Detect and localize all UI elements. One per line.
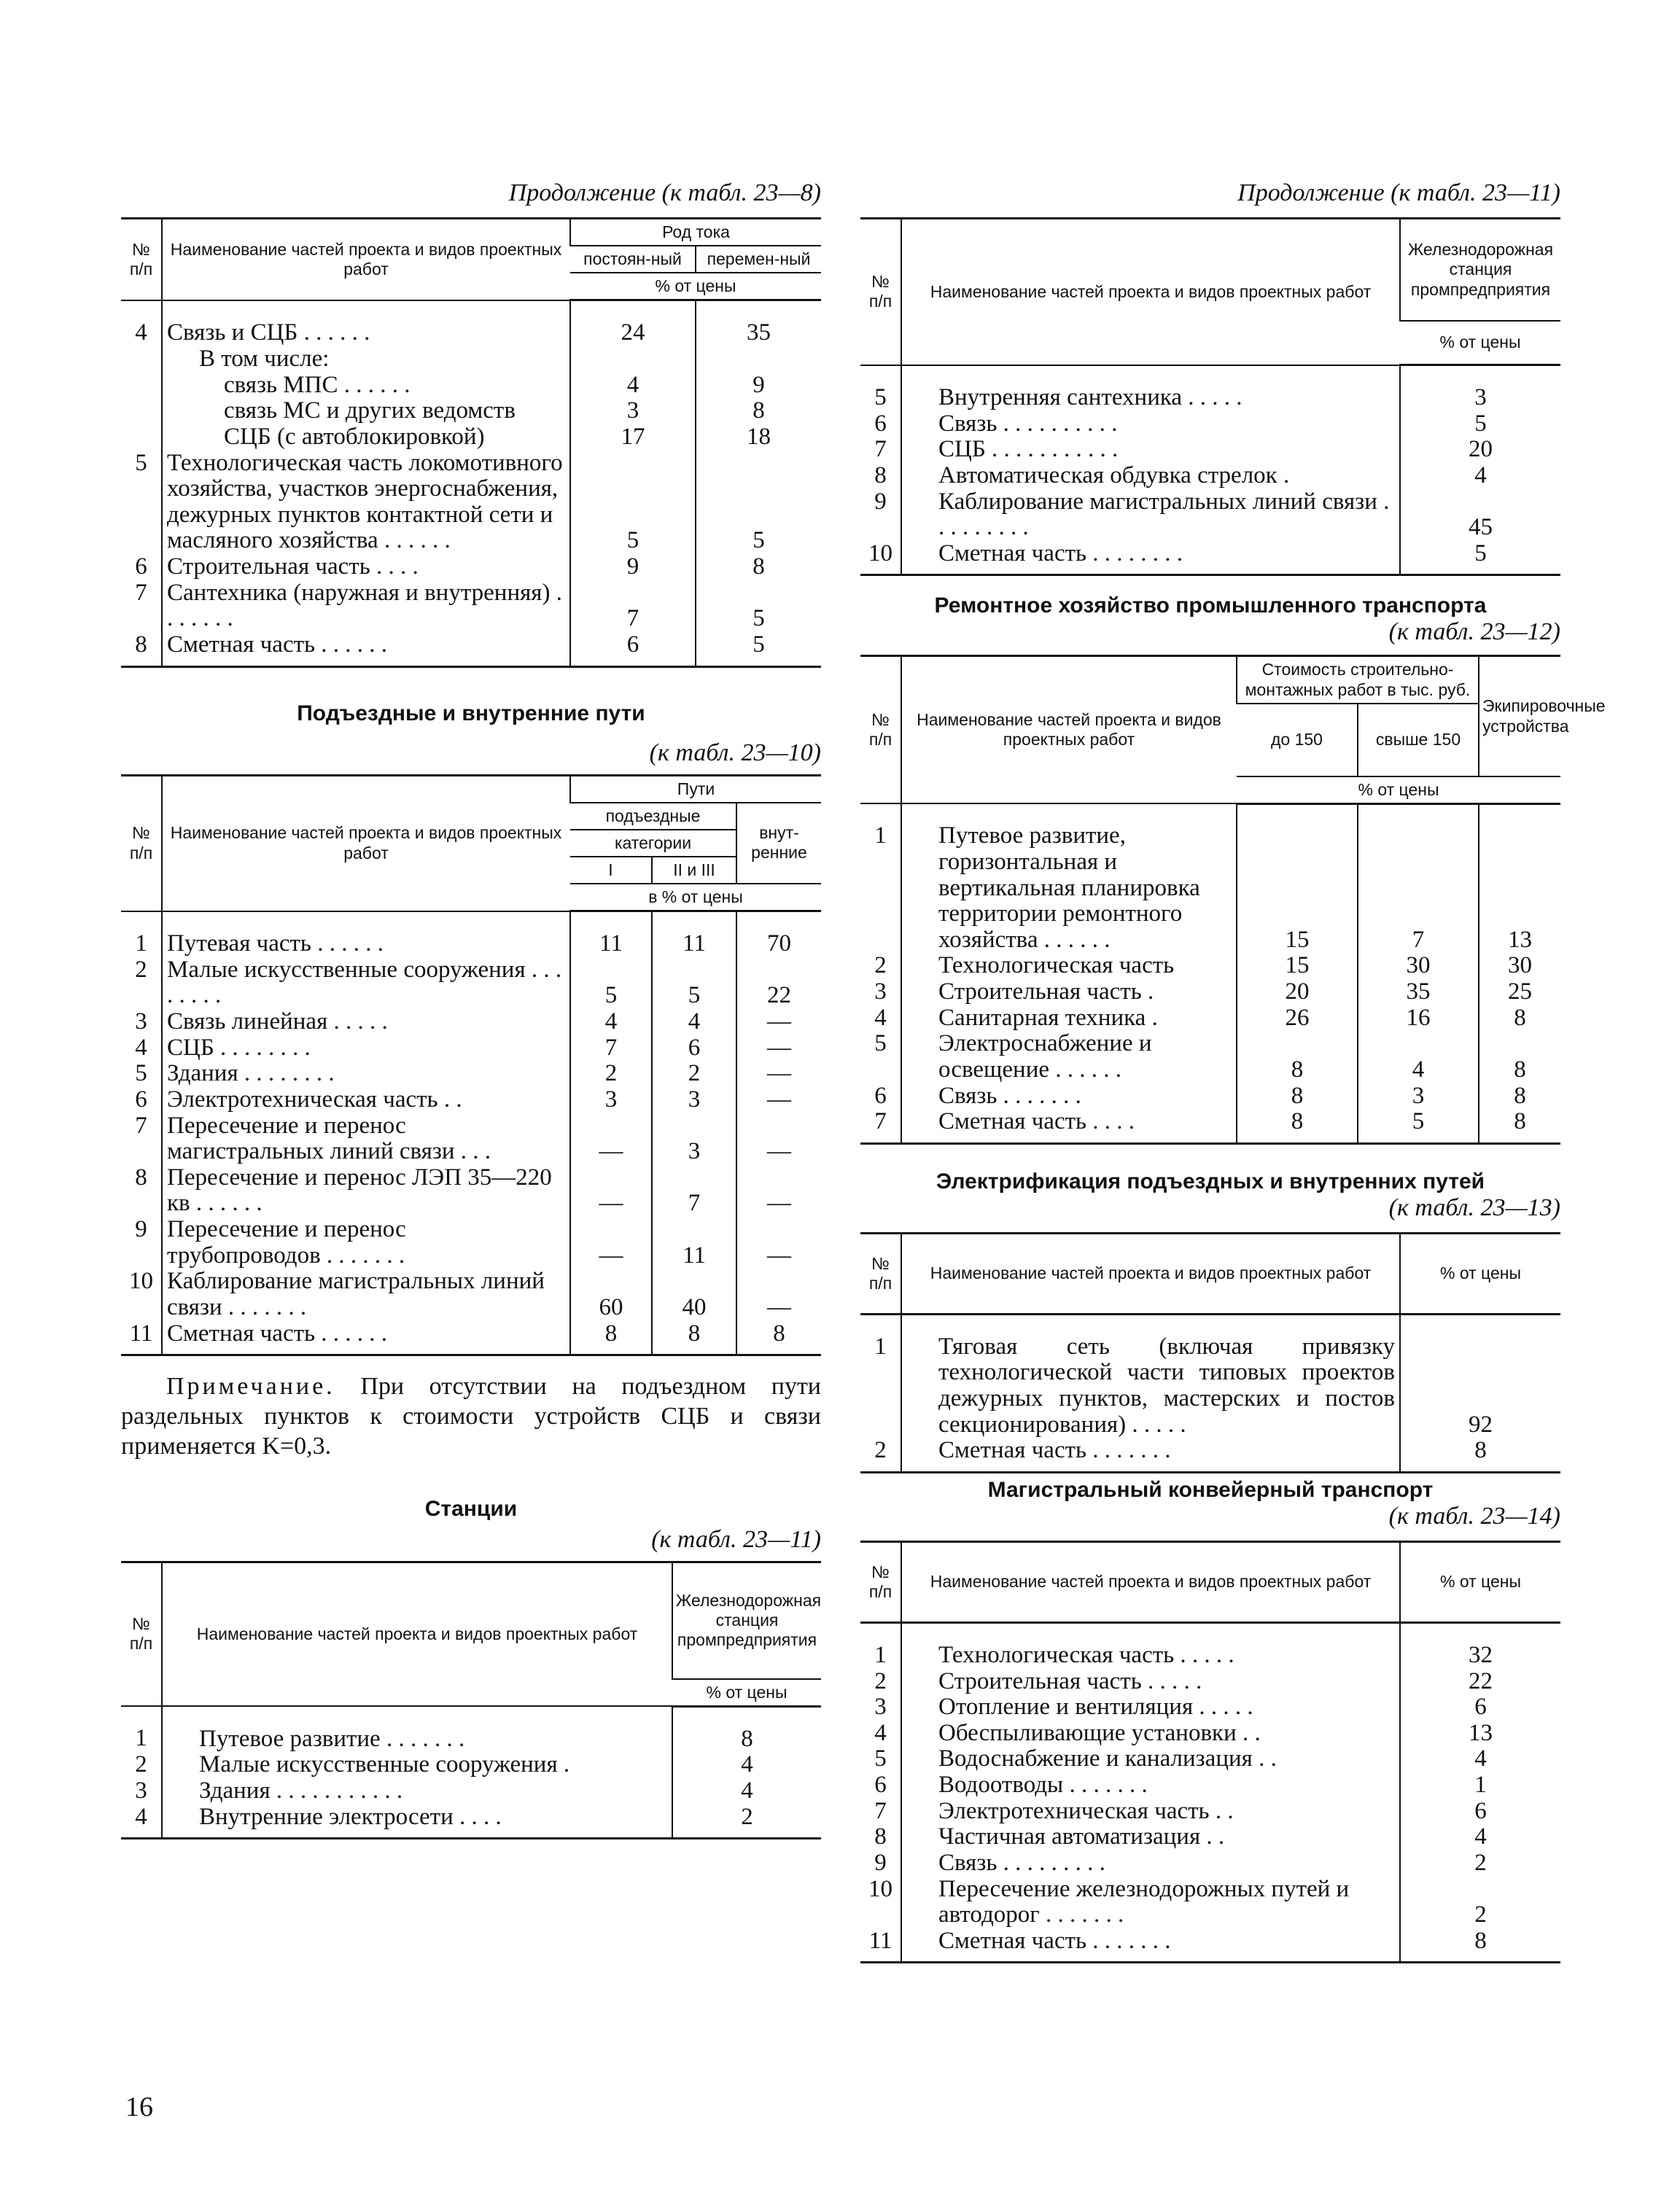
t5-h-c3: Экипировочные устройства [1479, 656, 1560, 776]
t4-caption: Продолжение (к табл. 23—11) [1237, 179, 1560, 206]
t3-title: Станции [424, 1496, 518, 1521]
t6-title: Электрификация подъездных и внутренних путей [936, 1169, 1485, 1194]
t7-caption: (к табл. 23—14) [1388, 1502, 1560, 1530]
table-row: 2 Малые искусственные сооружения . 4 [121, 1752, 821, 1778]
table-row: 7 СЦБ . . . . . . . . . . . 20 [860, 437, 1560, 463]
table-row: 3 Связь линейная . . . . . 4 4 — [121, 1009, 821, 1035]
table-row: 6 Связь . . . . . . . . . . 5 [860, 411, 1560, 437]
t2-h-name: Наименование частей проекта и видов проектных работ [162, 775, 570, 911]
table-row: 6 Водоотводы . . . . . . . 1 [860, 1772, 1560, 1799]
table-row: 1 Путевая часть . . . . . . 11 11 70 [121, 911, 821, 957]
table-row: 11 Сметная часть . . . . . . . 8 [860, 1928, 1560, 1963]
t2-h-unit: в % от цены [570, 884, 821, 911]
t6-caption: (к табл. 23—13) [1388, 1194, 1560, 1221]
table-row: 1 Путевое развитие . . . . . . . 8 [121, 1706, 821, 1752]
table-row: 1 Путевое развитие, горизонтальная и вертикальная планировка территории ремонтного хозяйства . . . . . . 15 7 13 [860, 803, 1560, 953]
t2-title: Подъездные и внутренние пути [297, 701, 645, 725]
t5-h-c1: до 150 [1237, 704, 1358, 776]
t6-h-no: № п/п [860, 1233, 901, 1314]
t6-h-name: Наименование частей проекта и видов проектных работ [901, 1233, 1400, 1314]
table-row: 5 Электроснабжение и освещение . . . . . . 8 4 8 [860, 1031, 1560, 1083]
table-row: связь МПС . . . . . . 4 9 [121, 373, 821, 399]
table-row: 6 Строительная часть . . . . 9 8 [121, 554, 821, 580]
t3-table [121, 1561, 821, 1840]
t1-h-unit: % от цены [570, 273, 821, 300]
t1-h-c2: перемен-ный [696, 246, 821, 273]
table-row: 10 Сметная часть . . . . . . . . 5 [860, 541, 1560, 575]
t2-h-no: № п/п [121, 775, 162, 911]
table-row: 4 Обеспыливающие установки . . 13 [860, 1721, 1560, 1747]
t7-h-no: № п/п [860, 1541, 901, 1622]
table-row: 7 Сантехника (наружная и внутренняя) . . . . . . . 7 5 [121, 580, 821, 632]
t4-h-name: Наименование частей проекта и видов проектных работ [901, 219, 1400, 365]
t2-h-sub: подъездные [570, 803, 736, 830]
t1-h-c1: постоян-ный [570, 246, 696, 273]
t3-caption: (к табл. 23—11) [651, 1525, 821, 1553]
t2-note-label: Примечание. [166, 1373, 335, 1401]
table-row: 5 Технологическая часть локомотивного хозяйства, участков энергоснабжения, дежурных пунктов контактной сети и масляного хозяйства . . . . . . 5 5 [121, 451, 821, 555]
table-row: 6 Связь . . . . . . . 8 3 8 [860, 1083, 1560, 1110]
table-row: 6 Электротехническая часть . . 3 3 — [121, 1087, 821, 1113]
table-row: 3 Здания . . . . . . . . . . . 4 [121, 1778, 821, 1804]
t6-table [860, 1232, 1560, 1473]
table-row: 2 Строительная часть . . . . . 22 [860, 1669, 1560, 1695]
t4-h-col: Железнодорожная станция промпредприятия [1400, 219, 1560, 322]
t7-table [860, 1541, 1560, 1964]
t5-h-unit: % от цены [1237, 776, 1560, 804]
table-row: 8 Автоматическая обдувка стрелок . 4 [860, 463, 1560, 489]
table-row: 5 Водоснабжение и канализация . . 4 [860, 1746, 1560, 1772]
right-column [860, 179, 1606, 1963]
table-row: 10 Каблирование магистральных линий связи . . . . . . . 60 40 — [121, 1269, 821, 1320]
t2-caption: (к табл. 23—10) [649, 739, 821, 766]
table-row: 4 Связь и СЦБ . . . . . . 24 35 [121, 300, 821, 346]
table-row: 8 Пересечение и перенос ЛЭП 35—220 кв . . . . . . — 7 — [121, 1165, 821, 1217]
page-number: 16 [125, 2092, 153, 2122]
t7-title: Магистральный конвейерный транспорт [987, 1477, 1434, 1502]
table-row: 5 Здания . . . . . . . . 2 2 — [121, 1061, 821, 1087]
t2-h-ii: II и III [652, 857, 736, 884]
t5-h-no: № п/п [860, 656, 901, 803]
t1-caption: Продолжение (к табл. 23—8) [508, 179, 821, 206]
table-row: 2 Технологическая часть 15 30 30 [860, 953, 1560, 979]
table-row: В том числе: [121, 346, 821, 373]
left-column [121, 179, 821, 1839]
t7-h-unit: % от цены [1400, 1541, 1560, 1622]
t1-h-no: № п/п [121, 219, 162, 300]
t2-note-text: При отсутствии на подъездном пути раздельных пунктов к стоимости устройств СЦБ и связи применяется K=0,3. [121, 1373, 821, 1460]
t4-h-no: № п/п [860, 219, 901, 365]
t4-h-unit: % от цены [1400, 321, 1560, 365]
t2-table [121, 774, 821, 1357]
table-row: 3 Строительная часть . 20 35 25 [860, 979, 1560, 1005]
table-row: 1 Тяговая сеть (включая привязку технологической части типовых проектов дежурных пунктов, мастерских и постов секционирования) . . . . . 92 [860, 1314, 1560, 1438]
t4-table [860, 217, 1560, 576]
t2-h-group: Пути [570, 775, 821, 803]
t5-caption: (к табл. 23—12) [1388, 618, 1560, 646]
table-row: 5 Внутренняя сантехника . . . . . 3 [860, 365, 1560, 411]
t1-h-group: Род тока [570, 219, 821, 246]
table-row: 3 Отопление и вентиляция . . . . . 6 [860, 1694, 1560, 1721]
table-row: 8 Частичная автоматизация . . 4 [860, 1824, 1560, 1850]
t3-h-no: № п/п [121, 1562, 162, 1706]
t1-table [121, 217, 821, 668]
t2-h-cat: категории [570, 830, 736, 857]
t6-h-unit: % от цены [1400, 1233, 1560, 1314]
t5-table [860, 655, 1606, 1144]
t3-h-unit: % от цены [672, 1679, 821, 1707]
table-row: 4 Санитарная техника . 26 16 8 [860, 1005, 1560, 1032]
table-row: 4 Внутренние электросети . . . . 2 [121, 1804, 821, 1839]
table-row: 4 СЦБ . . . . . . . . 7 6 — [121, 1035, 821, 1062]
table-row: связь МС и других ведомств 3 8 [121, 398, 821, 424]
table-row: 8 Сметная часть . . . . . . 6 5 [121, 632, 821, 666]
table-row: СЦБ (с автоблокировкой) 17 18 [121, 424, 821, 451]
t5-h-name: Наименование частей проекта и видов проектных работ [901, 656, 1237, 803]
t2-note [121, 1372, 821, 1461]
table-row: 7 Электротехническая часть . . 6 [860, 1799, 1560, 1825]
table-row: 7 Сметная часть . . . . 8 5 8 [860, 1109, 1560, 1143]
t2-h-i: I [570, 857, 652, 884]
table-row: 2 Сметная часть . . . . . . . 8 [860, 1438, 1560, 1472]
t2-h-int: внут-ренние [736, 803, 821, 884]
t7-h-name: Наименование частей проекта и видов проектных работ [901, 1541, 1400, 1622]
table-row: 9 Связь . . . . . . . . . 2 [860, 1850, 1560, 1877]
t3-h-name: Наименование частей проекта и видов проектных работ [162, 1562, 672, 1706]
t5-h-c2: свыше 150 [1358, 704, 1479, 776]
table-row: 7 Пересечение и перенос магистральных линий связи . . . — 3 — [121, 1113, 821, 1165]
t5-title: Ремонтное хозяйство промышленного транспорта [934, 593, 1487, 618]
table-row: 9 Каблирование магистральных линий связи . . . . . . . . . 45 [860, 489, 1560, 541]
table-row: 9 Пересечение и перенос трубопроводов . . . . . . . — 11 — [121, 1217, 821, 1269]
t3-h-col: Железнодорожная станция промпредприятия [672, 1562, 821, 1679]
table-row: 1 Технологическая часть . . . . . 32 [860, 1622, 1560, 1668]
table-row: 2 Малые искусственные сооружения . . . . . . . . 5 5 22 [121, 957, 821, 1009]
table-row: 11 Сметная часть . . . . . . 8 8 8 [121, 1321, 821, 1355]
table-row: 10 Пересечение железнодорожных путей и автодорог . . . . . . . 2 [860, 1877, 1560, 1928]
t5-h-group: Стоимость строительно-монтажных работ в тыс. руб. [1237, 656, 1479, 704]
t1-h-name: Наименование частей проекта и видов проектных работ [162, 219, 570, 300]
